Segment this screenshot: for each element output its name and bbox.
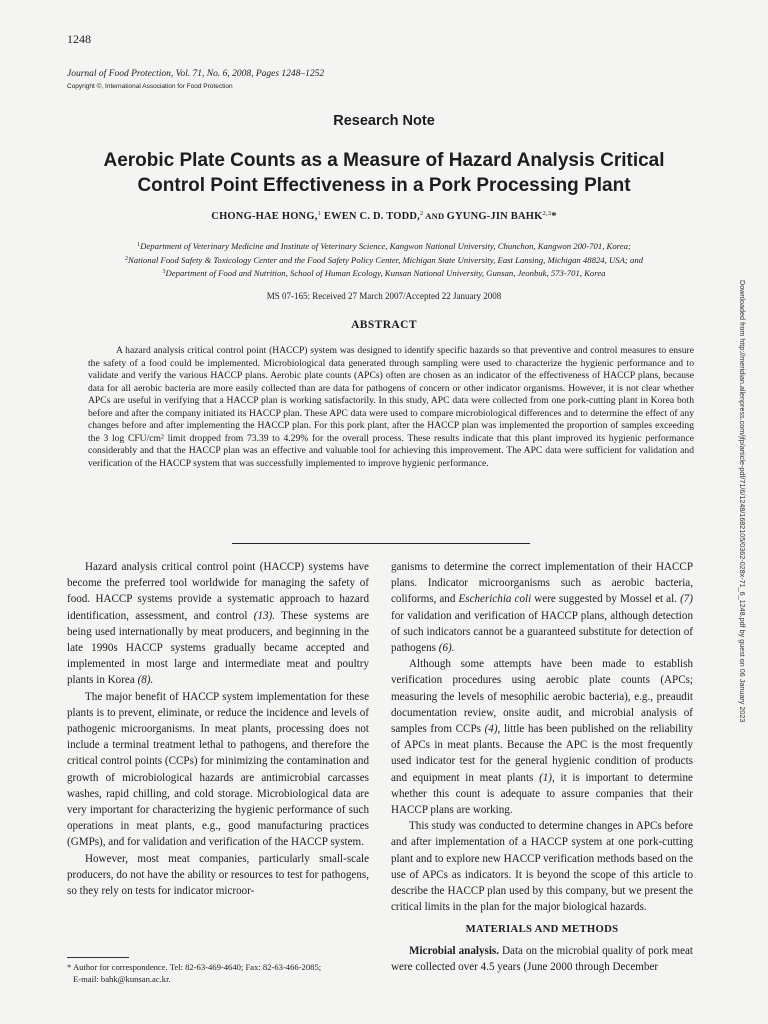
affiliation-2-text: National Food Safety & Toxicology Center and the Food Safety Policy Center, Michigan State University, East Lansing, Michigan 48824, USA; and	[127, 254, 644, 265]
author-list	[0, 210, 768, 222]
author-3-mark: *	[551, 211, 557, 222]
affiliation-3-text: Department of Food and Nutrition, School of Human Ecology, Kunsan National University, Gunsan, Jeonbuk, 573-701, Korea	[165, 268, 606, 278]
affiliation-2	[60, 253, 708, 267]
author-3: GYUNG-JIN BAHK	[446, 211, 543, 222]
affiliations	[60, 239, 708, 280]
download-watermark	[738, 280, 748, 1024]
author-and: AND	[423, 211, 447, 221]
materials-methods-heading: MATERIALS AND METHODS	[465, 923, 619, 936]
citation-ref: (6).	[438, 642, 455, 655]
download-watermark-text: Downloaded from http://meridian.allenpress.com/jfp/article-pdf/71/6/1248/1682105/0362-028x-71_6_1248.pdf by guest on 06 January 2023	[738, 280, 747, 723]
page-number: 1248	[67, 32, 91, 46]
right-paragraph-3: This study was conducted to determine changes in APCs before and after implementation of a HACCP system at one pork-cutting plant and to explore new HACCP verification methods based on the use of APCs as indicators. It is beyond the scope of this article to describe the HACCP plan used by this company, but we present the critical limits in the plan for the major biological hazards.	[391, 820, 693, 914]
affiliation-1-sup: 1	[137, 242, 141, 248]
left-p1-text-a: Hazard analysis critical control point (HACCP) systems have become the preferred tool worldwide for managing the safety of food. HACCP systems provide a systematic approach to hazard identification, assessment, and control	[67, 561, 369, 622]
right-paragraph-1	[391, 559, 693, 656]
affiliation-1	[60, 239, 708, 253]
author-2: EWEN C. D. TODD,	[321, 211, 420, 222]
right-paragraph-2	[391, 656, 693, 818]
article-title	[40, 148, 728, 198]
body-column-left	[67, 559, 369, 899]
title-line-1: Aerobic Plate Counts as a Measure of Hazard Analysis Critical	[103, 150, 665, 171]
journal-citation: Journal of Food Protection, Vol. 71, No. 6, 2008, Pages 1248–1252	[67, 69, 325, 79]
left-paragraph-2: The major benefit of HACCP system implementation for these plants is to prevent, eliminate, or reduce the incidence and levels of pathogenic microorganisms. In meat plants, processing does not include a terminal treatment lethal to pathogens, and therefore the critical control points (CCPs) for minimizing the contamination and growth of microbiological hazards are antimicrobial carcasses washes, rapid chilling, and cold storage. Microbiological data are very important for characterizing the hygienic performance of such operations in meat plants, e.g., good manufacturing practices (GMPs), and for validation and verification of the HACCP system.	[67, 690, 369, 849]
title-line-2: Control Point Effectiveness in a Pork Processing Plant	[137, 175, 631, 196]
left-paragraph-3: However, most meat companies, particularly small-scale producers, do not have the ability or resources to test for pathogens, so they rely on tests for indicator microor-	[67, 852, 369, 898]
right-p1-text-b: were suggested by Mossel et al.	[531, 593, 681, 606]
author-2-sup: 2	[420, 210, 424, 217]
right-p2-text-a: Although some attempts have been made to establish verification procedures using aerobic plate counts (APCs; measuring the levels of mesophilic aerobic bacteria), e.g., preaudit documentation review, onsite audit, and microbial analysis of samples from CCPs	[391, 658, 693, 736]
citation-ref: (7)	[680, 593, 693, 606]
left-p1-text-b: These systems are being used internationally by meat producers, and beginning in the late 1990s HACCP systems gradually became accepted and implemented in most large and intermediate meat and poultry plants in Korea	[67, 609, 369, 687]
body-column-right	[391, 559, 693, 975]
citation-ref: (4),	[484, 723, 501, 736]
affiliation-2-sup: 2	[124, 255, 128, 262]
manuscript-dates: MS 07-165: Received 27 March 2007/Accepted 22 January 2008	[266, 291, 502, 301]
right-p1-text-a: ganisms to determine the correct implementation of their HACCP plans. Indicator microorganisms such as aerobic bacteria, coliforms, and	[391, 561, 693, 606]
author-1: CHONG-HAE HONG,	[211, 211, 318, 222]
abstract-heading: ABSTRACT	[351, 319, 417, 331]
right-p4-text: Data on the microbial quality of pork meat were collected over 4.5 years (June 2000 through December	[391, 944, 693, 973]
affiliation-3	[60, 266, 708, 280]
affiliation-1-text: Department of Veterinary Medicine and Institute of Veterinary Science, Kangwon National University, Chunchon, Kangwon 200-701, Korea;	[140, 241, 631, 251]
citation-ref: (13).	[253, 609, 276, 622]
copyright-line: Copyright ©, International Association for Food Protection	[67, 83, 233, 90]
section-label: Research Note	[333, 113, 435, 129]
author-1-sup: 1	[317, 210, 321, 217]
author-3-sup: 2,3	[542, 210, 552, 217]
subsection-heading: Microbial analysis.	[409, 944, 500, 957]
species-name: Escherichia coli	[458, 593, 532, 606]
footnote-rule	[67, 957, 129, 958]
right-p1-text-c: for validation and verification of HACCP plans, although detection of such indicators cannot be a guaranteed substitute for detection of pathogens	[391, 609, 693, 655]
right-paragraph-4	[391, 943, 693, 975]
left-paragraph-1	[67, 559, 369, 689]
right-p2-text-b: little has been published on the reliability of APCs in meat plants. Because the APC is the most frequently used indicator test for the general hygienic condition of products and equipment in meat plants	[391, 723, 693, 784]
affiliation-3-sup: 3	[162, 269, 166, 275]
citation-ref: (8).	[137, 674, 154, 687]
section-divider	[232, 543, 530, 544]
footnote-line-2: E-mail: bahk@kunsan.ac.kr.	[73, 973, 171, 984]
abstract-body: A hazard analysis critical control point (HACCP) system was designed to identify specific hazards so that preventive and control measures to ensure the safety of a food could be implemented. Microbiological data generated through sampling were used to characterize the hygienic performance and to validate and verify the various HACCP plans. Aerobic plate counts (APCs) often are chosen as an indicator of the effectiveness of HACCP plans, because data for all aerobic bacteria are more easily collected than are data for pathogens of concern or other indicator organisms. However, it is not clear whether APCs are useful in verifying that a HACCP plan is working satisfactorily. In this study, APC data were collected from one pork-cutting plant in Korea both before and after the company initiated its HACCP plan. These APC data were used to compare microbiological differences and to determine the effect of any changes before and after implementing the HACCP plan. For this pork plant, after the HACCP plan was implemented the proportion of samples exceeding the 3 log CFU/cm² limit dropped from 73.39 to 4.29% for the overall process. These results indicate that this plant improved its hygienic performance considerably and that the HACCP plan was an effective and valuable tool for achieving this improvement. The APC data were sufficient for validation and verification of the HACCP system that was successfully implemented to improve hygienic performance.	[88, 345, 694, 469]
right-p2-text-c: it is important to determine whether this count is adequate to assure companies that their HACCP plans are working.	[391, 771, 693, 817]
footnote-line-1: * Author for correspondence. Tel: 82-63-469-4640; Fax: 82-63-466-2085;	[67, 962, 322, 972]
correspondence-footnote	[67, 962, 371, 985]
citation-ref: (1),	[539, 771, 555, 784]
